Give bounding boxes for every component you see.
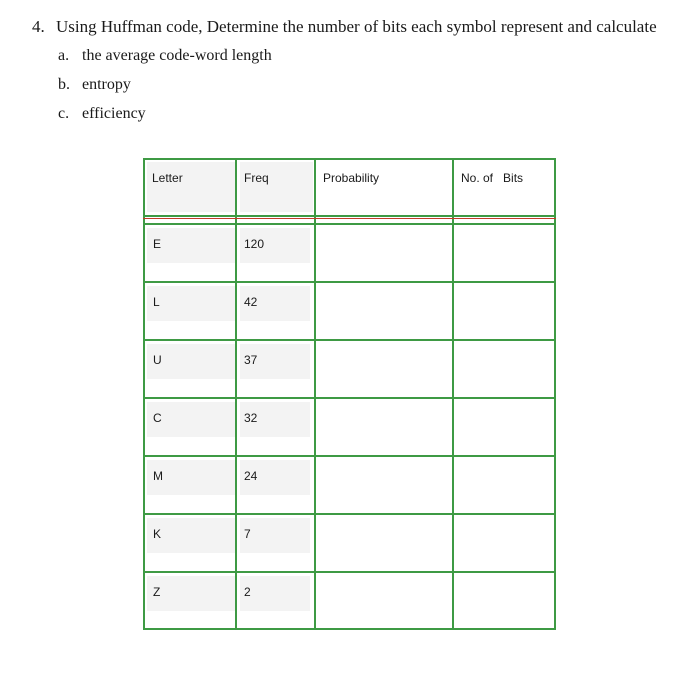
sub-item-text: entropy [82, 76, 131, 93]
table-cell-freq: 7 [244, 527, 251, 541]
table-cell-letter: L [153, 295, 160, 309]
table-cell-letter: K [153, 527, 162, 541]
sub-item-c [58, 103, 146, 125]
sub-item-marker: c. [58, 105, 70, 122]
header-no-of-bits: No. of Bits [461, 171, 524, 185]
header-letter: Letter [152, 171, 183, 185]
header-freq: Freq [244, 171, 269, 185]
row-divider [143, 223, 556, 225]
row-divider [143, 455, 556, 457]
question-text: Using Huffman code, Determine the number of bits each symbol represent and calculate [56, 17, 657, 36]
sub-item-marker: a. [58, 47, 70, 64]
table-cell-freq: 2 [244, 585, 251, 599]
table-cell-freq: 24 [244, 469, 258, 483]
sub-item-marker: b. [58, 76, 70, 93]
table-cell-freq: 32 [244, 411, 258, 425]
row-divider [143, 339, 556, 341]
column-divider [452, 158, 454, 630]
huffman-table [143, 158, 556, 630]
sub-item-text: efficiency [82, 105, 146, 122]
row-divider [143, 571, 556, 573]
row-divider [143, 397, 556, 399]
column-divider [314, 158, 316, 630]
sub-item-a [58, 45, 272, 67]
table-cell-letter: C [153, 411, 162, 425]
table-cell-freq: 42 [244, 295, 258, 309]
column-divider [235, 158, 237, 630]
header-probability: Probability [323, 171, 380, 185]
question-4 [32, 16, 657, 38]
sub-item-b [58, 74, 131, 96]
table-cell-letter: Z [153, 585, 161, 599]
sub-item-text: the average code-word length [82, 47, 272, 64]
table-cell-freq: 37 [244, 353, 258, 367]
question-number: 4. [32, 17, 45, 36]
row-divider [143, 215, 556, 217]
row-divider [143, 513, 556, 515]
table-cell-letter: E [153, 237, 162, 251]
table-cell-letter: U [153, 353, 162, 367]
header-rule [143, 218, 556, 219]
row-divider [143, 281, 556, 283]
table-cell-freq: 120 [244, 237, 265, 251]
cell-shade [147, 286, 235, 321]
table-cell-letter: M [153, 469, 163, 483]
